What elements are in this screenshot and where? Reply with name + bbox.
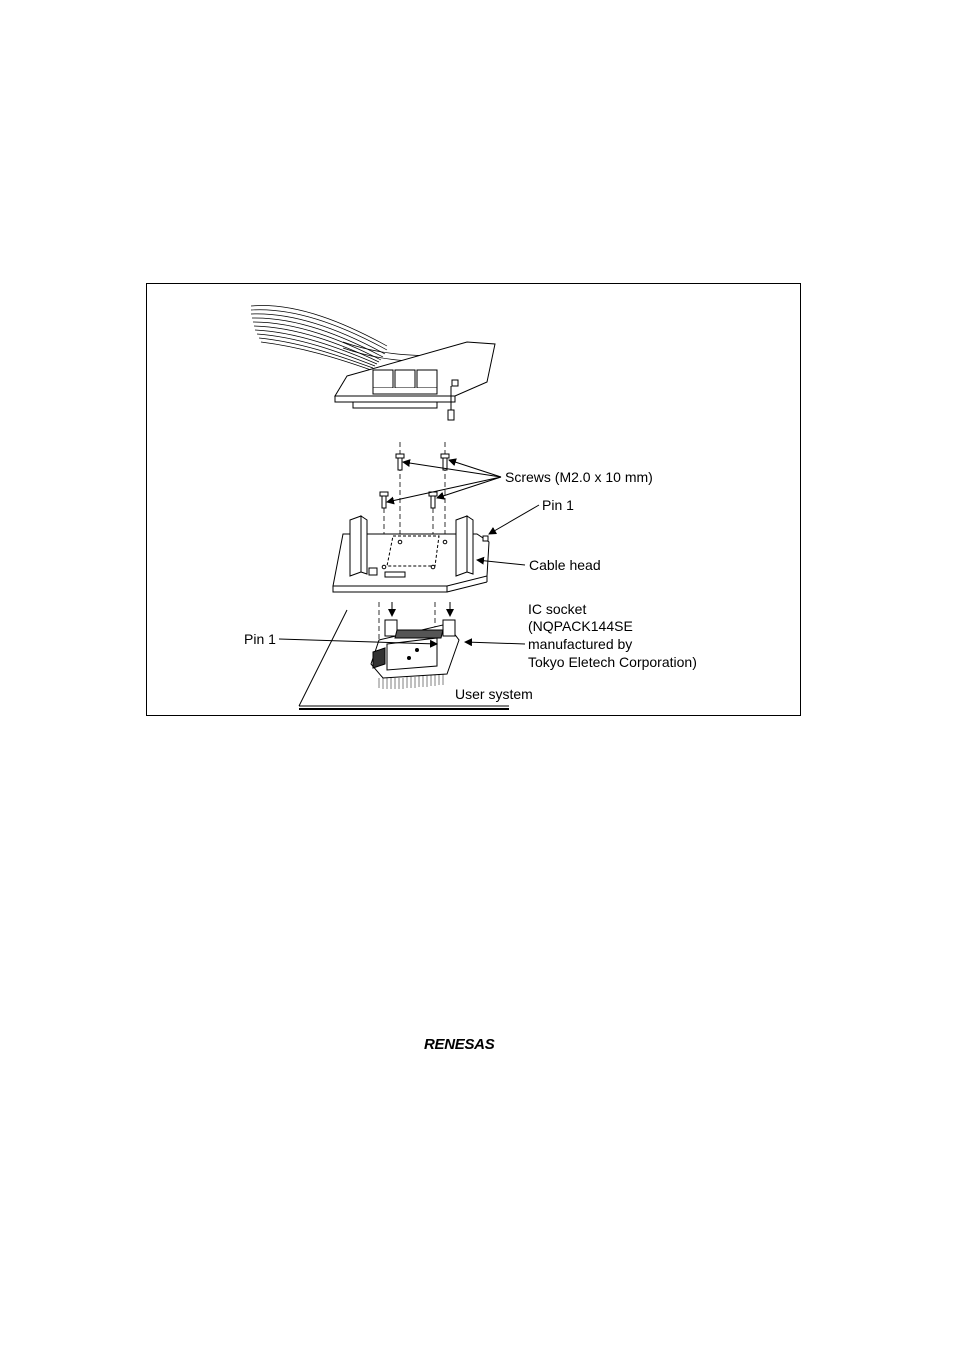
socket-arrows bbox=[392, 602, 450, 616]
screws-label: Screws (M2.0 x 10 mm) bbox=[505, 469, 653, 485]
ic-socket-label-line2: (NQPACK144SE bbox=[528, 618, 633, 634]
ic-socket-label-line4: Tokyo Eletech Corporation) bbox=[528, 654, 697, 670]
ic-socket-label-line3: manufactured by bbox=[528, 636, 633, 652]
screws bbox=[380, 454, 449, 508]
assembly-figure bbox=[146, 283, 801, 716]
ic-socket-label-line1: IC socket bbox=[528, 601, 587, 617]
pin1-bottom-label: Pin 1 bbox=[244, 631, 276, 647]
user-system-label: User system bbox=[455, 686, 533, 702]
assembly-drawing bbox=[147, 284, 802, 717]
cable-head bbox=[333, 516, 489, 592]
probe-board bbox=[335, 342, 495, 420]
renesas-logo bbox=[424, 1036, 494, 1058]
renesas-logo-text: RENESAS bbox=[424, 1036, 495, 1053]
pin1-top-label: Pin 1 bbox=[542, 497, 574, 513]
cable-head-label: Cable head bbox=[529, 557, 601, 573]
ic-socket bbox=[371, 620, 459, 689]
